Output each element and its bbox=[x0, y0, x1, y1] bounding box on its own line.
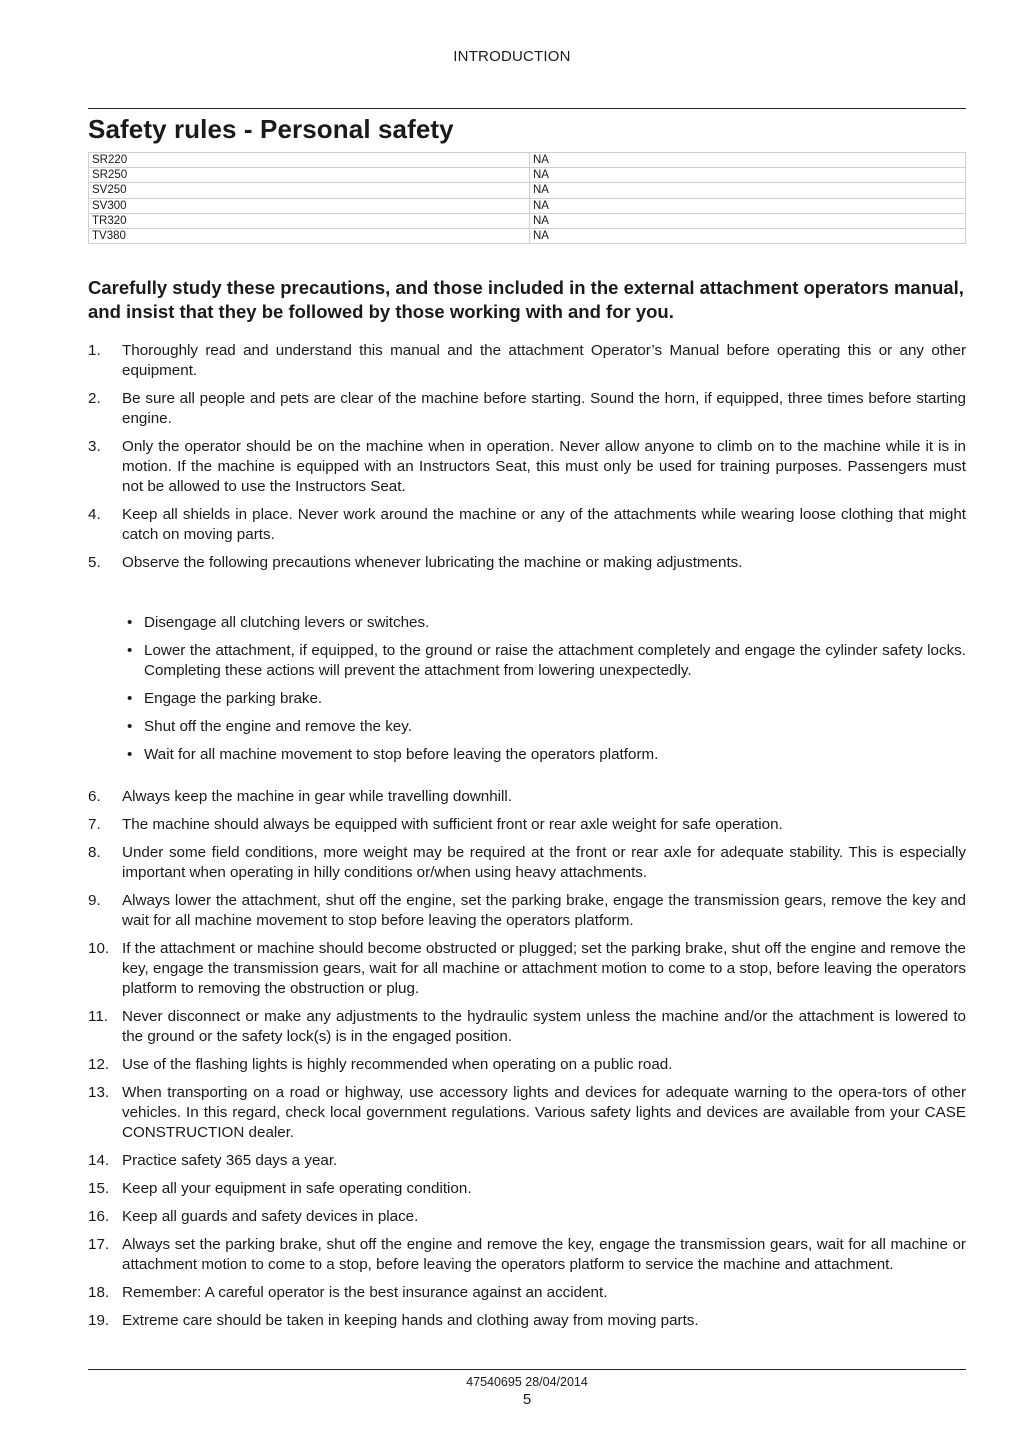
item-text: Thoroughly read and understand this manual and the attachment Operator’s Manual before operating this or any other equipment. bbox=[122, 342, 966, 379]
list-item bbox=[88, 389, 966, 429]
value-cell: NA bbox=[530, 153, 966, 168]
item-number: 12. bbox=[88, 1056, 110, 1073]
table-row bbox=[89, 229, 966, 244]
item-number: 5. bbox=[88, 554, 101, 571]
table-row bbox=[89, 213, 966, 228]
item-number: 9. bbox=[88, 892, 101, 909]
page-number: 5 bbox=[522, 1391, 532, 1408]
item-text: The machine should always be equipped with sufficient front or rear axle weight for safe operation. bbox=[122, 816, 783, 833]
table-row bbox=[89, 168, 966, 183]
list-item bbox=[88, 1235, 966, 1275]
model-cell: TV380 bbox=[89, 229, 530, 244]
header-rule bbox=[88, 108, 966, 109]
list-item bbox=[88, 1007, 966, 1047]
item-text: Keep all your equipment in safe operating condition. bbox=[122, 1180, 472, 1197]
table-row bbox=[89, 153, 966, 168]
item-text: If the attachment or machine should become obstructed or plugged; set the parking brake, shut off the engine and remove the key, engage the transmission gears, wait for all machine or attachment motion to come to a stop, before leaving the operators platform to removing the obstruction or plug. bbox=[122, 940, 966, 997]
list-item bbox=[88, 437, 966, 497]
bullet-mark: • bbox=[127, 690, 133, 707]
list-item bbox=[88, 505, 966, 545]
item-text: Under some field conditions, more weight may be required at the front or rear axle for adequate stability. This is especially important when operating in hilly conditions or/when using heavy attachments. bbox=[122, 844, 966, 881]
list-item bbox=[88, 1055, 966, 1075]
bullet-item bbox=[124, 717, 966, 737]
item-number: 18. bbox=[88, 1284, 110, 1301]
bullet-text: Engage the parking brake. bbox=[144, 690, 323, 707]
bullet-item bbox=[124, 745, 966, 765]
bullet-text: Wait for all machine movement to stop before leaving the operators platform. bbox=[144, 746, 659, 763]
list-item bbox=[88, 1283, 966, 1303]
list-item bbox=[88, 843, 966, 883]
item-text: Always lower the attachment, shut off the engine, set the parking brake, engage the transmission gears, remove the key and wait for all machine movement to stop before leaving the operators platform. bbox=[122, 892, 966, 929]
model-cell: SV300 bbox=[89, 198, 530, 213]
list-item bbox=[88, 1179, 966, 1199]
list-item bbox=[88, 787, 966, 807]
item-text: When transporting on a road or highway, use accessory lights and devices for adequate warning to the opera-tors of other vehicles. In this regard, check local government regulations. Various safety lights and devices are available from your CASE CONSTRUCTION dealer. bbox=[122, 1084, 966, 1141]
bullet-mark: • bbox=[127, 614, 133, 631]
precautions-list-part-1 bbox=[88, 341, 966, 581]
list-item bbox=[88, 939, 966, 999]
table-row bbox=[89, 183, 966, 198]
bullet-item bbox=[124, 689, 966, 709]
item-text: Be sure all people and pets are clear of the machine before starting. Sound the horn, if equipped, three times before starting engine. bbox=[122, 390, 966, 427]
running-header: INTRODUCTION bbox=[453, 48, 571, 65]
list-item bbox=[88, 341, 966, 381]
value-cell: NA bbox=[530, 198, 966, 213]
list-item bbox=[88, 891, 966, 931]
bullet-text: Disengage all clutching levers or switches. bbox=[144, 614, 430, 631]
item-number: 4. bbox=[88, 506, 101, 523]
model-cell: SV250 bbox=[89, 183, 530, 198]
table-row bbox=[89, 198, 966, 213]
lubrication-precautions-list bbox=[124, 613, 966, 773]
value-cell: NA bbox=[530, 213, 966, 228]
item-number: 16. bbox=[88, 1208, 110, 1225]
value-cell: NA bbox=[530, 168, 966, 183]
item-text: Always keep the machine in gear while travelling downhill. bbox=[122, 788, 513, 805]
bullet-item bbox=[124, 613, 966, 633]
intro-statement: Carefully study these precautions, and those included in the external attachment operators manual, and insist that they be followed by those working with and for you. bbox=[88, 277, 964, 322]
bullet-mark: • bbox=[127, 746, 133, 763]
list-item bbox=[88, 1207, 966, 1227]
item-text: Extreme care should be taken in keeping hands and clothing away from moving parts. bbox=[122, 1312, 699, 1329]
bullet-mark: • bbox=[127, 718, 133, 735]
list-item bbox=[88, 553, 966, 573]
item-text: Only the operator should be on the machine when in operation. Never allow anyone to climb on to the machine while it is in motion. If the machine is equipped with an Instructors Seat, this must only be used for training purposes. Passengers must not be allowed to use the Instructors Seat. bbox=[122, 438, 966, 495]
item-text: Practice safety 365 days a year. bbox=[122, 1152, 338, 1169]
item-number: 15. bbox=[88, 1180, 110, 1197]
item-number: 14. bbox=[88, 1152, 110, 1169]
document-code: 47540695 28/04/2014 bbox=[466, 1375, 588, 1389]
bullet-item bbox=[124, 641, 966, 681]
bullet-text: Shut off the engine and remove the key. bbox=[144, 718, 412, 735]
item-text: Remember: A careful operator is the best insurance against an accident. bbox=[122, 1284, 608, 1301]
item-number: 2. bbox=[88, 390, 101, 407]
list-item bbox=[88, 815, 966, 835]
item-text: Keep all guards and safety devices in place. bbox=[122, 1208, 419, 1225]
item-text: Keep all shields in place. Never work around the machine or any of the attachments while wearing loose clothing that might catch on moving parts. bbox=[122, 506, 966, 543]
item-number: 7. bbox=[88, 816, 101, 833]
bullet-text: Lower the attachment, if equipped, to the ground or raise the attachment completely and engage the cylinder safety locks. Completing these actions will prevent the attachment from lowering unexpectedly. bbox=[144, 642, 966, 679]
model-cell: TR320 bbox=[89, 213, 530, 228]
list-item bbox=[88, 1083, 966, 1143]
item-text: Observe the following precautions whenever lubricating the machine or making adjustments. bbox=[122, 554, 743, 571]
item-number: 3. bbox=[88, 438, 101, 455]
section-title: Safety rules - Personal safety bbox=[88, 114, 454, 144]
item-number: 11. bbox=[88, 1008, 108, 1025]
item-number: 17. bbox=[88, 1236, 110, 1253]
item-number: 8. bbox=[88, 844, 101, 861]
item-text: Never disconnect or make any adjustments to the hydraulic system unless the machine and/or the attachment is lowered to the ground or the safety lock(s) is in the engaged position. bbox=[122, 1008, 966, 1045]
item-number: 10. bbox=[88, 940, 110, 957]
model-cell: SR220 bbox=[89, 153, 530, 168]
model-cell: SR250 bbox=[89, 168, 530, 183]
item-text: Use of the flashing lights is highly recommended when operating on a public road. bbox=[122, 1056, 673, 1073]
model-applicability-table bbox=[88, 152, 966, 244]
footer-rule bbox=[88, 1369, 966, 1370]
item-number: 6. bbox=[88, 788, 101, 805]
value-cell: NA bbox=[530, 229, 966, 244]
list-item bbox=[88, 1151, 966, 1171]
precautions-list-part-2 bbox=[88, 787, 966, 1339]
item-number: 1. bbox=[88, 342, 101, 359]
item-text: Always set the parking brake, shut off the engine and remove the key, engage the transmission gears, wait for all machine or attachment motion to come to a stop, before leaving the operators platform to service the machine and attachment. bbox=[122, 1236, 966, 1273]
bullet-mark: • bbox=[127, 642, 133, 659]
value-cell: NA bbox=[530, 183, 966, 198]
list-item bbox=[88, 1311, 966, 1331]
item-number: 13. bbox=[88, 1084, 110, 1101]
item-number: 19. bbox=[88, 1312, 110, 1329]
